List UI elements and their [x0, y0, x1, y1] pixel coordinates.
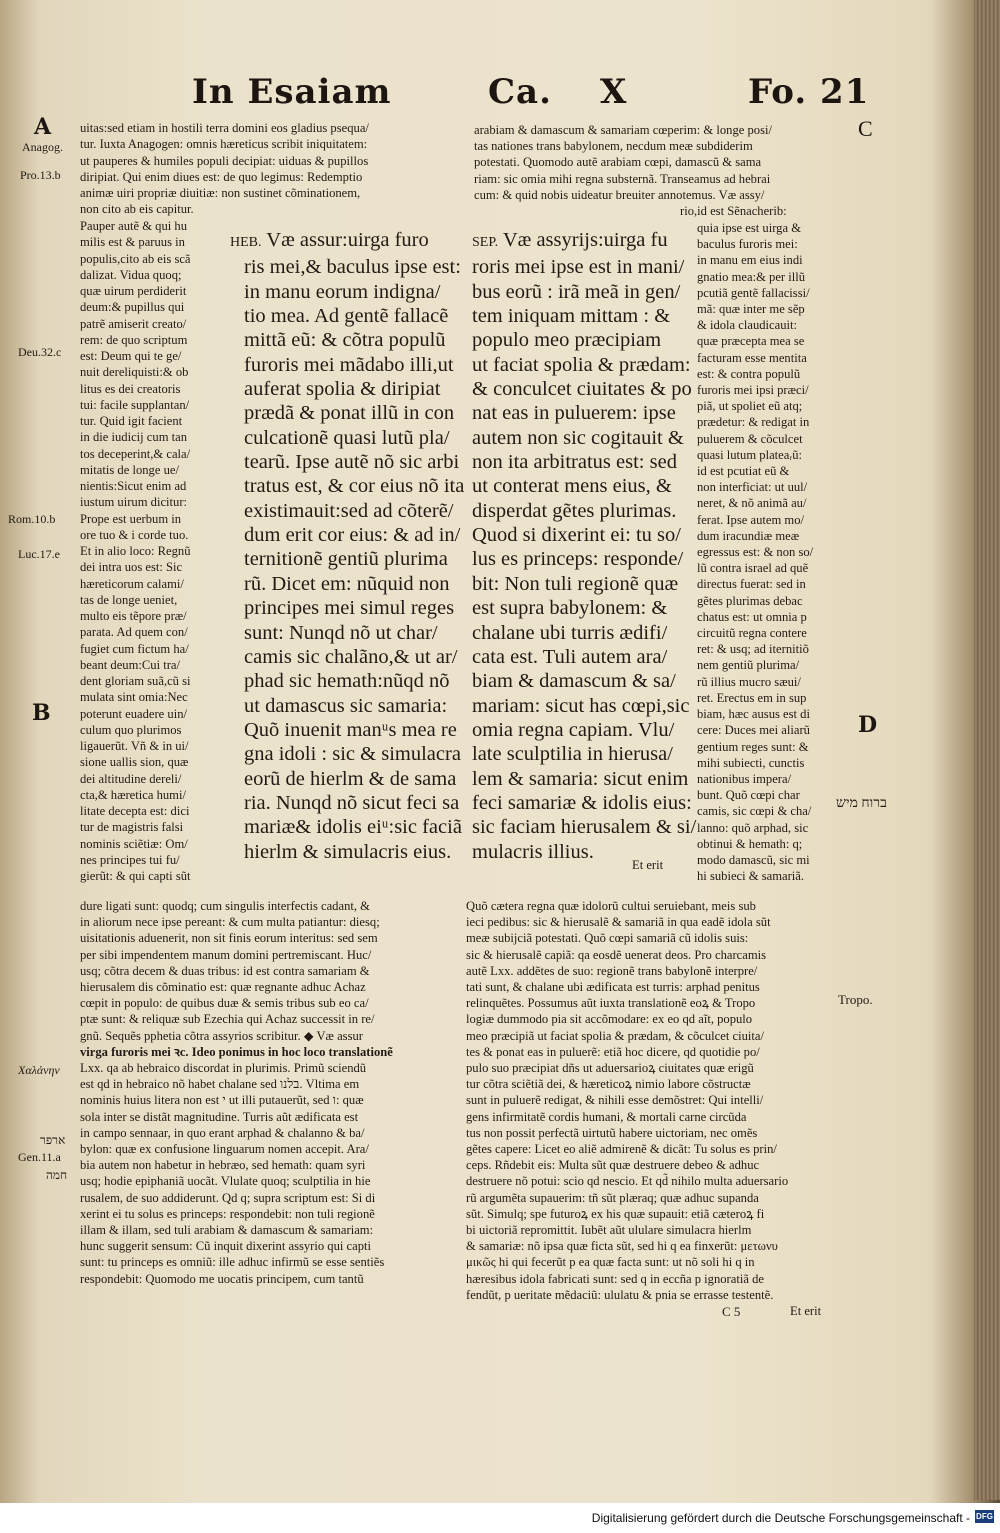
- margin-greek-word: Χαλάνην: [18, 1063, 60, 1077]
- commentary-top-right: arabiam & damascum & samariam cœperim: & longe posi/ tas nationes trans babylonem, necdum meæ subdiderim potestati. Quomodo autẽ arabiam cœpi, damascũ & sama riam: sic omia mihi regna substernã. Transeamus ad hebrai cum: & quid nobis uideatur breuiter annotemus. Væ assy/ rio,id est Sẽnacherib:: [474, 123, 787, 219]
- margin-note-genesis: Gen.11.a: [18, 1150, 61, 1164]
- commentary-left-column: Pauper autẽ & qui hu milis est & paruus in populis,cito ab eis scã dalizat. Vidua quoq; quæ uirum perdiderit deum:& pupillus qui patrẽ amiserit creato/ rem: de quo scriptum est: Deum qui te ge/ nuit dereliquisti:& ob litus es dei creatoris tui: facile supplantan/ tur. Quid igit facient in die iudicij cum tan tos deceperint,& cala/ mitatis de longe ue/ nientis:Sicut enim ad iustum uirum dicitur: Prope est uerbum in ore tuo & i corde tuo. Et in alio loco: Regnũ dei intra uos est: Sic hæreticorum calami/ tas de longe ueniet, multo eis tẽpore præ/ parata. Ad quem con/ fugiet cum fictum ha/ beant deum:Cui tra/ dent gloriam suã,cũ si mulata sint omia:Nec poterunt euadere uin/ culum quo plurimos ligauerũt. Vñ & in ui/ sione uallis sion, quæ dei altitudine dereli/ cta,& hæretica humi/ litate decepta est: dici tur de magistris falsi nominis sciẽtiæ: Om/ nes principes tui fu/ gierũt: & qui capti sũt: [80, 219, 191, 883]
- section-letter-a: A: [34, 114, 52, 140]
- margin-note-anagog: Anagog.: [22, 140, 63, 154]
- margin-note-prouerbs: Pro.13.b: [20, 168, 61, 182]
- running-head-left: In Esaiam: [192, 72, 392, 112]
- margin-note-romans: Rom.10.b: [8, 512, 56, 526]
- digitization-footer: [0, 1503, 1000, 1533]
- septuagint-translation-column: SEP. Væ assyrijs:uirga fu roris mei ipse est in mani/ bus eorũ : irã meã in gen/ tem iniquam mittam : & populo meo præcipiam ut faciat spolia & prædam: & conculcet ciuitates & po nat eas in puluerem: ipse autem non sic cogitauit & non ita arbitratus est: sed ut conterat mens eius, & disperdat gẽtes plurimas. Quod si dixerint ei: tu so/ lus es princeps: responde/ bit: Non tuli regionẽ quæ est supra babylonem: & chalane ubi turris ædifi/ cata est. Tuli autem ara/ biam & damascum & sa/ mariam: sicut has cœpi,sic omia regna capiam. Vlu/ late sculptilia in hierusa/ lem & samaria: sicut enim feci samariæ & idolis eius: sic faciam hierusalem & si/ mulacris illius.: [472, 229, 697, 863]
- running-head-chapter-number: X: [600, 72, 628, 112]
- margin-note-deuteronomy: Deu.32.c: [18, 345, 62, 359]
- footer-credit-text: Digitalisierung gefördert durch die Deutsche Forschungsgemeinschaft -: [591, 1511, 970, 1525]
- commentary-bottom-left: dure ligati sunt: quodq; cum singulis interfectis cadant, & in aliorum nece ipse pereant: & cum multa patiantur: diesq; uisitationis aduenerit, non sit finis eorum interitus: sed sem per sibi impendentem manum domini pertremiscant. Huc/ usq; cõtra decem & duas tribus: id est contra samariam & hierusalem dis cõminatio est: quæ regnante adhuc Achaz cœpit in populo: de quibus duæ & semis tribus sub eo ca/ ptæ sunt: & reliquæ sub Ezechia qui Achaz successit in re/ gnũ. Sequẽs pphetia cõtra assyrios scribitur. ◆ Væ assur virga furoris mei ꝛc. Ideo ponimus in hoc loco translationẽ Lxx. qa ab hebraico discordat in plurimis. Primũ sciendũ est qd in hebraico nõ habet chalane sed בלנו. Vltima em nominis huius litera non est י ut illi putauerũt, sed ו: quæ sola inter se distãt magnitudine. Turris aũt ædificata est in campo sennaar, in quo erant arphad & chalanno & ba/ bylon: quæ ex confusione linguarum nomen accepit. Ara/ bia autem non habetur in hebræo, sed hemath: quam syri usq; hodie epiphaniã uocãt. Vlulate quoq; sculptilia in hie rusalem, de suo addiderunt. Qd q; supra scriptum est: Si di xerint ei tu solus es princeps: respondebit: non tuli regionẽ illam & illam, sed tuli arabiam & damascum & samariam: hunc suggerit sensum: Cũ inquit dixerint assyrio qui capti sunt: tu princeps es omniũ: ille adhuc infirmũ se esse sentiẽs respondebit: Quomodo me uocatis principem, cum tantũ: [80, 899, 393, 1286]
- heb-marker: HEB.: [230, 235, 262, 250]
- bottom-catchword: Et erit: [790, 1304, 822, 1318]
- sep-catchword: Et erit: [632, 858, 664, 872]
- section-letter-d: D: [858, 712, 878, 738]
- margin-hebrew-word: ארפר: [40, 1133, 66, 1147]
- sep-marker: SEP.: [472, 235, 499, 250]
- dfg-logo-icon: DFG: [976, 1512, 993, 1521]
- folio-number: Fo. 21: [748, 72, 870, 112]
- page-edge: [974, 0, 1000, 1500]
- margin-note-luke: Luc.17.e: [18, 547, 60, 561]
- commentary-right-column: quia ipse est uirga & baculus furoris mei: in manu em eius indi gnatio mea:& per illũ pcutiã gentẽ fallacissi/ mã: quæ inter me sẽp & idola claudicauit: quæ præcepta mea se facturam esse mentita est: & contra populũ furoris mei ipsi præci/ piã, ut spoliet eũ atq; prædetur: & redigat in puluerem & cõculcet quasi lutum plateaᵣũ: id est pcutiat eũ & non interficiat: ut uul/ neret, & nõ animã au/ ferat. Ipse autem mo/ dum iracundiæ meæ egressus est: & non so/ lũ contra israel ad quẽ directus fuerat: sed in gẽtes plurimas debac chatus est: ut omnia p circuitũ regna contere ret: & usq; ad iternitiõ nem gentiũ plurima/ rũ illius mucro sæui/ ret. Erectus em in sup biam, hæc ausus est di cere: Duces mei aliarũ gentium reges sunt: & mihi subiecti, cunctis nationibus impera/ bunt. Quõ cœpi char camis, sic cœpi & cha/ lanno: quõ arphad, sic obtinui & hemath: q; modo damascũ, sic mi hi subieci & samariã.: [697, 221, 814, 884]
- signature-mark: C 5: [722, 1304, 741, 1319]
- commentary-top-left: uitas:sed etiam in hostili terra domini eos gladius psequa/ tur. Iuxta Anagogen: omnis hæreticus scribit iniquitatem: ut pauperes & humiles populi decipiat: uiduas & pupillos diripiat. Qui enim diues est: de quo legimus: Redemptio animæ uiri propriæ diuitiæ: non sustinet cõminationem, non cito ab eis capitur.: [80, 121, 369, 217]
- running-head-chapter: Ca.: [488, 72, 552, 112]
- margin-hebrew-right: ברוח מיש: [836, 796, 887, 811]
- margin-note-tropo: Tropo.: [838, 992, 873, 1007]
- margin-hebrew-word-2: חמה: [46, 1168, 68, 1182]
- section-letter-b: B: [32, 700, 51, 726]
- hebrew-translation-column: HEB. Væ assur:uirga furo ris mei,& baculus ipse est: in manu eorum indigna/ tio mea. Ad gentẽ fallacẽ mittã eũ: & cõtra populũ furoris mei mãdabo illi,ut auferat spolia & diripiat prædã & ponat illũ in con culcationẽ quasi lutũ pla/ tearũ. Ipse autẽ nõ sic arbi tratus est, & cor eius nõ ita existimauit:sed ad cõterẽ/ dum erit cor eius: & ad in/ ternitionẽ gentiũ plurima rũ. Dicet em: nũquid non principes mei simul reges sunt: Nunqd nõ ut char/ camis sic chalãno,& ut ar/ phad sic hemath:nũqd nõ ut damascus sic samaria: Quõ inuenit manᵘs mea re gna idoli : sic & simulacra eorũ de hierlm & de sama ria. Nunqd nõ sicut feci sa mariæ& idolis eiᵘ:sic faciã hierlm & simulacris eius.: [230, 229, 465, 863]
- commentary-bottom-right: Quõ cætera regna quæ idolorũ cultui seruiebant, meis sub ieci pedibus: sic & hierusalẽ & samariã in qua eadẽ idola sũt meæ subijciã potestati. Quõ cœpi samariã cũ idolis suis: sic & hierusalẽ capiã: qa eosdẽ uenerat deos. Pro charcamis autẽ Lxx. addẽtes de suo: regionẽ trans babylonẽ interpre/ tati sunt, & chalane ubi ædificata est turris: arphad penitus relinquẽtes. Possumus aũt iuxta translationẽ eoꝝ & Tropo logiæ dummodo pia sit accõmodare: ex eo qd aĩt, populo meo præcipiã ut faciat spolia & prædam, & cõculcet ciuita/ tes & ponat eas in puluerẽ: etiã hoc dicere, qd quotidie po/ pulo suo præcipiat dñs ut aduersarioꝝ ciuitates quæ erigũ tur cõtra sciẽtiã dei, & hæreticoꝝ nimio labore cõstructæ sunt in puluerẽ redigat, & nihili esse demõstret: Qui intelli/ gens infirmitatẽ cordis humani, & mortali carne circũda tus non possit perfectã uirtutũ habere uictoriam, nec omẽs gẽtes capere: Licet eo aliẽ admirenẽ & dicãt: Tu solus es prin/ ceps. Rñdebit eis: Multa sũt quæ destruere debeo & adhuc destruere nõ potui: scio qd nescio. Et qd̃ nihilo multa aduersario rũ argumẽta supauerim: tñ sũt plæraq; quæ adhuc supanda sũt. Simulq; spe futuroꝝ ex his quæ supauit: etiã cæteroꝝ fi bi uictoriã repromittit. Iubẽt aũt ululare simulacra hierlm & samariæ: nõ ipsa quæ ficta sũt, sed hi q ea finxerũt: μετωνυ μικῶς hi qui fecerũt p ea quæ facta sunt: ut nõ soli hi q in hæresibus idola fabricati sunt: sed q in eccña p ignoratiã de fendũt, p ueritate mẽdaciũ: ululatu & pnia se errasse testentẽ.: [466, 899, 789, 1302]
- section-letter-c: C: [858, 116, 873, 141]
